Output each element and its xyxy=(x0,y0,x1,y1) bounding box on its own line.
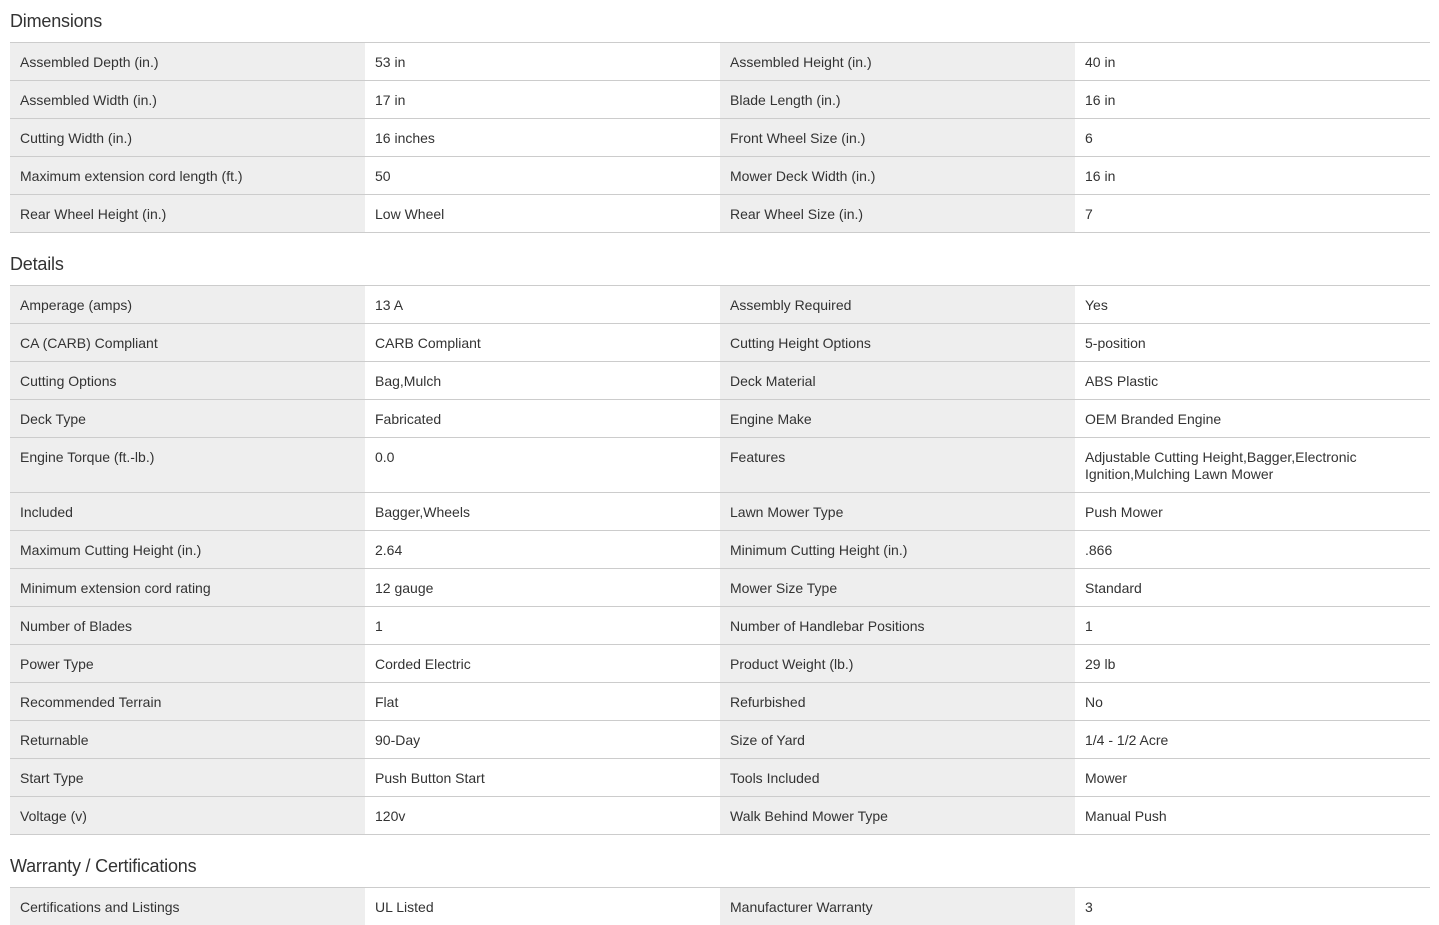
spec-row xyxy=(10,797,1430,835)
spec-value: 7 xyxy=(1075,195,1430,232)
spec-value: Corded Electric xyxy=(365,645,720,682)
section-title-details: Details xyxy=(10,254,64,274)
spec-value: 1 xyxy=(365,607,720,644)
spec-label: Assembly Required xyxy=(720,286,1075,323)
spec-row xyxy=(10,607,1430,645)
spec-label: Recommended Terrain xyxy=(10,683,365,720)
spec-label: Number of Blades xyxy=(10,607,365,644)
spec-row xyxy=(10,888,1430,925)
spec-value: 3 xyxy=(1075,888,1430,925)
spec-value: Fabricated xyxy=(365,400,720,437)
spec-label: Front Wheel Size (in.) xyxy=(720,119,1075,156)
spec-row xyxy=(10,286,1430,324)
spec-value: Push Mower xyxy=(1075,493,1430,530)
spec-value: Mower xyxy=(1075,759,1430,796)
spec-row xyxy=(10,119,1430,157)
spec-value: Low Wheel xyxy=(365,195,720,232)
spec-row xyxy=(10,759,1430,797)
spec-value: Manual Push xyxy=(1075,797,1430,834)
spec-label: Assembled Height (in.) xyxy=(720,43,1075,80)
spec-label: Deck Type xyxy=(10,400,365,437)
warranty-table xyxy=(10,887,1430,925)
spec-value: 12 gauge xyxy=(365,569,720,606)
spec-label: Cutting Options xyxy=(10,362,365,399)
spec-label: Engine Torque (ft.-lb.) xyxy=(10,438,365,492)
spec-label: Maximum Cutting Height (in.) xyxy=(10,531,365,568)
spec-label: Cutting Height Options xyxy=(720,324,1075,361)
spec-value: 120v xyxy=(365,797,720,834)
spec-label: Lawn Mower Type xyxy=(720,493,1075,530)
spec-label: Deck Material xyxy=(720,362,1075,399)
dimensions-table xyxy=(10,42,1430,233)
spec-label: Number of Handlebar Positions xyxy=(720,607,1075,644)
spec-label: Blade Length (in.) xyxy=(720,81,1075,118)
spec-value: 2.64 xyxy=(365,531,720,568)
spec-value: 17 in xyxy=(365,81,720,118)
spec-row xyxy=(10,324,1430,362)
spec-row xyxy=(10,400,1430,438)
spec-value: UL Listed xyxy=(365,888,720,925)
spec-value: 6 xyxy=(1075,119,1430,156)
spec-value: Yes xyxy=(1075,286,1430,323)
spec-label: Maximum extension cord length (ft.) xyxy=(10,157,365,194)
spec-label: Minimum extension cord rating xyxy=(10,569,365,606)
spec-label: Size of Yard xyxy=(720,721,1075,758)
spec-label: Rear Wheel Height (in.) xyxy=(10,195,365,232)
spec-value: 16 in xyxy=(1075,157,1430,194)
spec-row xyxy=(10,81,1430,119)
spec-value: 29 lb xyxy=(1075,645,1430,682)
spec-label: Tools Included xyxy=(720,759,1075,796)
spec-value: 40 in xyxy=(1075,43,1430,80)
spec-label: Mower Deck Width (in.) xyxy=(720,157,1075,194)
spec-label: Product Weight (lb.) xyxy=(720,645,1075,682)
spec-row xyxy=(10,43,1430,81)
spec-label: Refurbished xyxy=(720,683,1075,720)
spec-value: 0.0 xyxy=(365,438,720,492)
spec-label: CA (CARB) Compliant xyxy=(10,324,365,361)
spec-row xyxy=(10,157,1430,195)
spec-value: 16 in xyxy=(1075,81,1430,118)
spec-value: No xyxy=(1075,683,1430,720)
spec-row xyxy=(10,721,1430,759)
spec-label: Certifications and Listings xyxy=(10,888,365,925)
spec-label: Engine Make xyxy=(720,400,1075,437)
spec-label: Start Type xyxy=(10,759,365,796)
spec-value: 5-position xyxy=(1075,324,1430,361)
spec-label: Mower Size Type xyxy=(720,569,1075,606)
spec-value: Bagger,Wheels xyxy=(365,493,720,530)
spec-value: Bag,Mulch xyxy=(365,362,720,399)
spec-row xyxy=(10,195,1430,233)
spec-value: 13 A xyxy=(365,286,720,323)
spec-label: Walk Behind Mower Type xyxy=(720,797,1075,834)
spec-row xyxy=(10,683,1430,721)
spec-row xyxy=(10,438,1430,493)
spec-label: Cutting Width (in.) xyxy=(10,119,365,156)
details-table xyxy=(10,285,1430,835)
spec-row xyxy=(10,493,1430,531)
spec-value: Flat xyxy=(365,683,720,720)
spec-value: CARB Compliant xyxy=(365,324,720,361)
spec-value: .866 xyxy=(1075,531,1430,568)
spec-label: Manufacturer Warranty xyxy=(720,888,1075,925)
spec-label: Features xyxy=(720,438,1075,492)
spec-label: Returnable xyxy=(10,721,365,758)
spec-value: 16 inches xyxy=(365,119,720,156)
spec-value: Push Button Start xyxy=(365,759,720,796)
spec-value: Adjustable Cutting Height,Bagger,Electronic Ignition,Mulching Lawn Mower xyxy=(1075,438,1430,492)
spec-value: OEM Branded Engine xyxy=(1075,400,1430,437)
spec-row xyxy=(10,362,1430,400)
spec-label: Assembled Depth (in.) xyxy=(10,43,365,80)
spec-value: ABS Plastic xyxy=(1075,362,1430,399)
spec-label: Power Type xyxy=(10,645,365,682)
spec-row xyxy=(10,645,1430,683)
section-title-dimensions: Dimensions xyxy=(10,11,103,31)
spec-label: Amperage (amps) xyxy=(10,286,365,323)
spec-label: Voltage (v) xyxy=(10,797,365,834)
spec-value: 90-Day xyxy=(365,721,720,758)
spec-value: 50 xyxy=(365,157,720,194)
spec-value: Standard xyxy=(1075,569,1430,606)
spec-value: 1 xyxy=(1075,607,1430,644)
spec-value: 1/4 - 1/2 Acre xyxy=(1075,721,1430,758)
spec-label: Rear Wheel Size (in.) xyxy=(720,195,1075,232)
spec-row xyxy=(10,531,1430,569)
spec-label: Included xyxy=(10,493,365,530)
spec-value: 53 in xyxy=(365,43,720,80)
spec-label: Minimum Cutting Height (in.) xyxy=(720,531,1075,568)
section-title-warranty: Warranty / Certifications xyxy=(10,856,197,876)
spec-row xyxy=(10,569,1430,607)
spec-label: Assembled Width (in.) xyxy=(10,81,365,118)
